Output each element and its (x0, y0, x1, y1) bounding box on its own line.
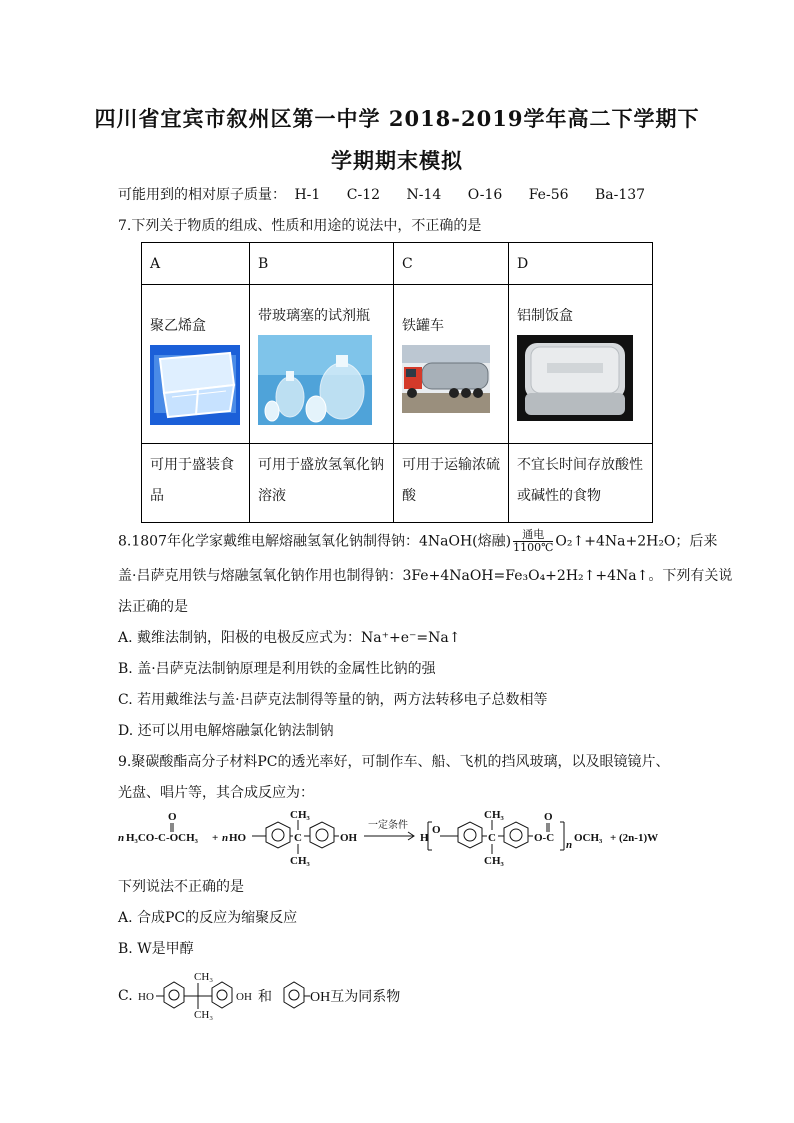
coefficient-n: n (118, 832, 125, 844)
hydroxyl-ho: HO (229, 832, 247, 844)
q8-line2: 盖·吕萨克用铁与熔融氢氧化钠作用也制得钠：3Fe+4NaOH=Fe₃O₄+2H₂↑+4Na↑。下列有关说 (118, 568, 733, 584)
q9-option-c-structures (138, 970, 438, 1022)
atomic-masses-label: 可能用到的相对原子质量： (118, 187, 286, 203)
hydroxyl-oh: OH (236, 991, 252, 1003)
q8-equation-suffix: O₂↑+4Na+2H₂O；后来 (555, 533, 718, 550)
reaction-condition-text: 一定条件 (368, 820, 408, 831)
q9-line2: 光盘、唱片等，其合成反应为： (118, 785, 314, 801)
q8-option-a: A. 戴维法制钠，阳极的电极反应式为：Na⁺+e⁻=Na↑ (118, 630, 461, 646)
methyl-bottom: CH₃ (484, 855, 504, 867)
q8-option-b: B. 盖·吕萨克法制钠原理是利用铁的金属性比钠的强 (118, 661, 436, 677)
option-name: 带玻璃塞的试剂瓶 (258, 308, 370, 324)
option-d-cell (509, 285, 653, 444)
conjunction-and: 和 (258, 990, 272, 1005)
q8-equation-prefix: 8.1807年化学家戴维电解熔融氢氧化钠制得钠：4NaOH(熔融) (118, 533, 512, 550)
iron-tank-truck-image (402, 345, 490, 413)
benzene-ring (266, 822, 290, 848)
byproduct-w: + (2n-1)W (610, 832, 659, 844)
plastic-food-box-image (150, 345, 240, 425)
option-letter: A (142, 243, 250, 285)
reaction-condition (513, 529, 553, 554)
q8-option-d: D. 还可以用电解熔融氯化钠法制钠 (118, 723, 334, 739)
atomic-mass-item: N-14 (406, 187, 442, 203)
option-use: 可用于运输浓硫酸 (394, 444, 509, 523)
condition-top: 通电 (513, 529, 553, 542)
condition-bottom: 1100℃ (513, 541, 554, 554)
option-name: 铝制饭盒 (517, 308, 573, 324)
hydroxyl-oh: OH (340, 832, 358, 844)
end-group-h: H (420, 832, 429, 844)
option-c-cell (394, 285, 509, 444)
plus-sign: + (212, 832, 219, 844)
option-name: 聚乙烯盒 (150, 318, 206, 334)
methyl-top: CH₃ (194, 971, 214, 983)
end-group-och3: OCH₃ (574, 832, 603, 844)
methyl-bottom: CH₃ (290, 855, 310, 867)
option-letter: C (394, 243, 509, 285)
methyl-bottom: CH₃ (194, 1009, 214, 1021)
coefficient-n: n (222, 832, 229, 844)
benzene-ring (458, 822, 482, 848)
q9-option-c-label: C. (118, 988, 133, 1004)
q8-option-c: C. 若用戴维法与盖·吕萨克法制得等量的钠，两方法转移电子总数相等 (118, 692, 548, 708)
hydroxyl-ho: HO (138, 991, 154, 1003)
dimethyl-carbonate: H₃CO-C-OCH₃ (126, 832, 198, 844)
q9-stem: 下列说法不正确的是 (118, 879, 244, 895)
option-b-cell (250, 285, 394, 444)
option-letter: B (250, 243, 394, 285)
atomic-mass-item: C-12 (346, 187, 381, 203)
benzene-ring (284, 982, 304, 1008)
benzene-ring (212, 982, 232, 1008)
page-title: 四川省宜宾市叙州区第一中学 2018-2019学年高二下学期下 (94, 106, 700, 131)
option-use: 可用于盛放氢氧化钠溶液 (250, 444, 394, 523)
option-letter: D (509, 243, 653, 285)
option-c-tail: OH互为同系物 (310, 990, 401, 1005)
repeat-n: n (566, 839, 573, 851)
benzene-ring (504, 822, 528, 848)
option-a-cell (142, 285, 250, 444)
q8-line3: 法正确的是 (118, 599, 188, 615)
option-use: 不宜长时间存放酸性或碱性的食物 (509, 444, 653, 523)
atomic-masses (118, 185, 667, 205)
carbonyl-oxygen: O (544, 811, 553, 823)
methyl-top: CH₃ (290, 809, 310, 821)
ether-oxygen: O (432, 824, 441, 836)
aluminum-lunch-box-image (517, 335, 633, 421)
carbonyl-oxygen: O (168, 811, 177, 823)
q7-stem: 7.下列关于物质的组成、性质和用途的说法中，不正确的是 (118, 218, 482, 234)
benzene-ring (164, 982, 184, 1008)
glass-reagent-bottles-image (258, 335, 372, 425)
page-title-line2: 学期期末模拟 (331, 148, 463, 173)
atomic-mass-item: Fe-56 (528, 187, 569, 203)
atomic-mass-item: O-16 (467, 187, 503, 203)
option-use: 可用于盛装食品 (142, 444, 250, 523)
quaternary-carbon: C (488, 832, 496, 844)
q9-option-b: B. W是甲醇 (118, 941, 194, 957)
benzene-ring (310, 822, 334, 848)
atomic-mass-item: Ba-137 (594, 187, 646, 203)
option-name: 铁罐车 (402, 318, 444, 334)
atomic-mass-item: H-1 (294, 187, 321, 203)
q9-option-a: A. 合成PC的反应为缩聚反应 (118, 910, 298, 926)
pc-synthesis-reaction (118, 808, 678, 868)
q7-options-table (141, 242, 653, 523)
ester-linkage: O-C (534, 832, 555, 844)
q9-line1: 9.聚碳酸酯高分子材料PC的透光率好，可制作车、船、飞机的挡风玻璃，以及眼镜镜片、 (118, 754, 670, 770)
methyl-top: CH₃ (484, 809, 504, 821)
quaternary-carbon: C (294, 832, 302, 844)
q8-line1 (118, 529, 717, 554)
